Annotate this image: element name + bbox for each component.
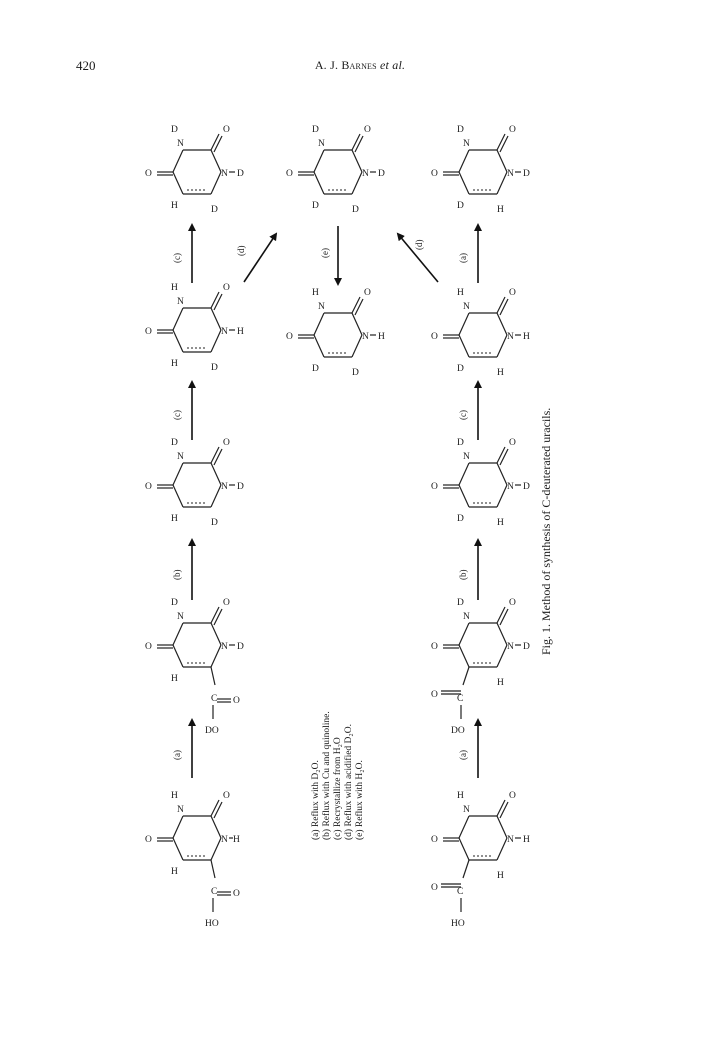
arrow-label-top-a: (a)	[172, 750, 182, 760]
structure-uracil-d3-6d-bottom	[431, 125, 530, 215]
svg-text:D: D	[312, 364, 319, 374]
svg-text:H: H	[233, 835, 240, 845]
svg-text:N: N	[318, 302, 325, 312]
svg-text:O: O	[223, 791, 230, 801]
svg-text:D: D	[312, 201, 319, 211]
svg-text:O: O	[145, 482, 152, 492]
structure-uracil-d4-middle	[286, 125, 385, 215]
svg-text:D: D	[523, 642, 530, 652]
structure-uracil-5d-top	[145, 283, 244, 373]
svg-text:N: N	[362, 169, 369, 179]
svg-text:H: H	[497, 871, 504, 881]
figure-caption: Fig. 1. Method of synthesis of C-deuterated uracils.	[539, 407, 553, 655]
svg-text:N: N	[362, 332, 369, 342]
svg-text:N: N	[177, 805, 184, 815]
arrow-diag-left-d	[244, 234, 276, 282]
svg-text:H: H	[312, 288, 319, 298]
svg-text:D: D	[171, 438, 178, 448]
svg-text:N: N	[177, 297, 184, 307]
svg-text:H: H	[523, 332, 530, 342]
svg-text:O: O	[509, 791, 516, 801]
svg-text:N: N	[221, 327, 228, 337]
svg-text:N: N	[318, 139, 325, 149]
svg-text:O: O	[223, 438, 230, 448]
svg-text:D: D	[211, 205, 218, 215]
svg-text:H: H	[171, 674, 178, 684]
svg-text:O: O	[431, 835, 438, 845]
svg-text:O: O	[364, 288, 371, 298]
svg-text:O: O	[509, 288, 516, 298]
svg-text:DO: DO	[451, 726, 465, 736]
arrow-label-bottom-b: (b)	[458, 569, 468, 580]
svg-text:D: D	[171, 598, 178, 608]
svg-text:H: H	[237, 327, 244, 337]
svg-text:O: O	[233, 889, 240, 899]
svg-text:D: D	[211, 518, 218, 528]
svg-text:D: D	[457, 201, 464, 211]
arrow-label-top-c2: (c)	[172, 253, 182, 263]
svg-text:H: H	[457, 791, 464, 801]
arrow-label-bottom-a2: (a)	[458, 253, 468, 263]
svg-text:H: H	[171, 867, 178, 877]
svg-text:O: O	[223, 598, 230, 608]
structure-deuterated-acid-top	[145, 598, 244, 736]
svg-text:D: D	[457, 125, 464, 135]
svg-text:N: N	[463, 612, 470, 622]
running-head-et-al: et al.	[379, 58, 406, 72]
arrow-label-middle-e: (e)	[320, 248, 330, 258]
step-e: (e) Reflux with H₂O.	[355, 760, 365, 840]
svg-text:O: O	[145, 327, 152, 337]
svg-text:D: D	[352, 205, 359, 215]
svg-text:H: H	[497, 205, 504, 215]
svg-text:H: H	[378, 332, 385, 342]
svg-text:D: D	[523, 169, 530, 179]
svg-text:D: D	[237, 642, 244, 652]
svg-text:N: N	[177, 452, 184, 462]
svg-text:D: D	[457, 364, 464, 374]
svg-text:HO: HO	[451, 919, 465, 929]
svg-text:N: N	[463, 805, 470, 815]
step-a: (a) Reflux with D₂O.	[311, 760, 321, 840]
svg-text:D: D	[312, 125, 319, 135]
structure-uracil-5-6-d2-middle	[286, 288, 385, 378]
svg-text:O: O	[431, 690, 438, 700]
svg-text:N: N	[177, 612, 184, 622]
page-number: 420	[76, 58, 96, 73]
svg-text:O: O	[431, 169, 438, 179]
svg-text:D: D	[457, 514, 464, 524]
svg-text:DO: DO	[205, 726, 219, 736]
svg-text:O: O	[223, 125, 230, 135]
svg-text:O: O	[509, 125, 516, 135]
structure-uracil-5-carboxylic-acid-top	[145, 791, 240, 929]
structure-uracil-d3-bottom	[431, 438, 530, 528]
arrow-label-bottom-c: (c)	[458, 410, 468, 420]
svg-text:N: N	[221, 642, 228, 652]
svg-text:D: D	[211, 363, 218, 373]
svg-text:N: N	[507, 642, 514, 652]
arrow-label-diag-right: (d)	[414, 239, 424, 250]
svg-text:N: N	[507, 332, 514, 342]
svg-text:C: C	[211, 887, 218, 897]
svg-text:D: D	[457, 598, 464, 608]
svg-text:O: O	[431, 642, 438, 652]
svg-text:H: H	[171, 514, 178, 524]
svg-text:H: H	[171, 201, 178, 211]
svg-text:H: H	[457, 288, 464, 298]
svg-text:O: O	[145, 169, 152, 179]
svg-text:H: H	[171, 283, 178, 293]
svg-text:O: O	[509, 598, 516, 608]
svg-text:C: C	[457, 694, 464, 704]
svg-text:O: O	[233, 696, 240, 706]
svg-text:H: H	[523, 835, 530, 845]
svg-text:C: C	[457, 887, 464, 897]
arrow-label-top-c1: (c)	[172, 410, 182, 420]
step-d: (d) Reflux with acidified D₂O.	[344, 724, 354, 840]
svg-text:O: O	[431, 883, 438, 893]
arrow-label-bottom-a1: (a)	[458, 750, 468, 760]
svg-text:O: O	[364, 125, 371, 135]
svg-text:O: O	[431, 332, 438, 342]
svg-text:N: N	[177, 139, 184, 149]
svg-text:H: H	[497, 678, 504, 688]
structure-uracil-5-carboxylic-acid-bottom	[431, 791, 530, 929]
structure-uracil-d3-5d-top	[145, 125, 244, 215]
svg-text:D: D	[237, 169, 244, 179]
svg-text:N: N	[507, 835, 514, 845]
step-b: (b) Reflux with Cu and quinoline.	[322, 711, 332, 840]
svg-text:O: O	[145, 642, 152, 652]
svg-text:O: O	[509, 438, 516, 448]
arrow-label-top-b: (b)	[172, 569, 182, 580]
svg-text:D: D	[171, 125, 178, 135]
svg-text:H: H	[497, 518, 504, 528]
svg-text:H: H	[497, 368, 504, 378]
svg-text:O: O	[431, 482, 438, 492]
svg-text:D: D	[378, 169, 385, 179]
svg-text:H: H	[171, 359, 178, 369]
svg-text:N: N	[463, 302, 470, 312]
svg-text:C: C	[211, 694, 218, 704]
svg-text:N: N	[507, 169, 514, 179]
svg-text:D: D	[352, 368, 359, 378]
arrow-label-diag-left: (d)	[236, 245, 246, 256]
svg-text:N: N	[221, 835, 228, 845]
running-head-author: A. J. Barnes	[314, 58, 377, 72]
structure-deuterated-acid-bottom	[431, 598, 530, 736]
svg-text:N: N	[507, 482, 514, 492]
svg-text:D: D	[523, 482, 530, 492]
structure-uracil-d3-top	[145, 438, 244, 528]
svg-text:D: D	[457, 438, 464, 448]
svg-text:N: N	[221, 482, 228, 492]
reaction-steps-legend	[310, 711, 365, 840]
step-c: (c) Recrystallize from H₂O	[333, 737, 343, 840]
svg-text:O: O	[223, 283, 230, 293]
svg-text:N: N	[221, 169, 228, 179]
svg-text:O: O	[286, 332, 293, 342]
svg-text:N: N	[463, 139, 470, 149]
svg-text:N: N	[463, 452, 470, 462]
svg-text:D: D	[237, 482, 244, 492]
svg-text:H: H	[171, 791, 178, 801]
svg-text:O: O	[145, 835, 152, 845]
svg-text:HO: HO	[205, 919, 219, 929]
svg-text:O: O	[286, 169, 293, 179]
structure-uracil-6d-bottom	[431, 288, 530, 378]
